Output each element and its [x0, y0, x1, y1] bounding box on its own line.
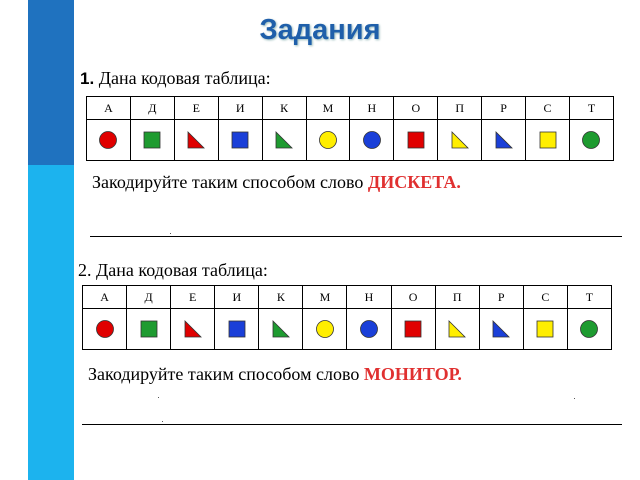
circle-icon: [581, 130, 601, 150]
letter-label: Е: [189, 289, 197, 304]
task1-instruction: [92, 172, 461, 193]
letter-cell: [438, 97, 482, 120]
triangle-icon: [271, 319, 291, 339]
task1-heading-text: Дана кодовая таблица:: [98, 68, 271, 88]
letter-cell: [303, 286, 347, 309]
circle-icon: [315, 319, 335, 339]
letter-label: С: [543, 100, 552, 115]
triangle-icon: [450, 130, 470, 150]
shape-cell: [218, 120, 262, 161]
letter-cell: [87, 97, 131, 120]
dot-mark: [574, 398, 575, 399]
letter-label: Т: [587, 100, 596, 115]
square-icon: [142, 130, 162, 150]
square-icon: [535, 319, 555, 339]
shape-cell: [306, 120, 350, 161]
letter-label: Т: [585, 289, 594, 304]
letter-cell: [350, 97, 394, 120]
letter-label: Д: [144, 289, 153, 304]
letter-cell: [130, 97, 174, 120]
triangle-icon: [274, 130, 294, 150]
task2-heading: 2. Дана кодовая таблица:: [78, 260, 268, 280]
letter-cell: [391, 286, 435, 309]
shape-cell: [526, 120, 570, 161]
shape-cell: [523, 309, 567, 350]
shape-cell: [303, 309, 347, 350]
shape-cell: [350, 120, 394, 161]
shape-cell: [347, 309, 391, 350]
square-icon: [139, 319, 159, 339]
letter-cell: [523, 286, 567, 309]
letter-cell: [262, 97, 306, 120]
square-icon: [230, 130, 250, 150]
task2-answer-line[interactable]: [82, 424, 622, 425]
letter-label: О: [411, 100, 421, 115]
letter-label: Н: [364, 289, 374, 304]
shape-cell: [567, 309, 611, 350]
letter-label: Е: [192, 100, 200, 115]
task1-answer-line[interactable]: [90, 236, 622, 237]
letter-cell: [215, 286, 259, 309]
task2-instruction: [88, 364, 462, 385]
letter-label: М: [319, 289, 331, 304]
task2-instruction-text: Закодируйте таким способом слово: [88, 364, 360, 384]
task1-heading: [80, 68, 271, 89]
letter-cell: [569, 97, 613, 120]
shape-cell: [127, 309, 171, 350]
shape-cell: [174, 120, 218, 161]
dot-mark: [170, 233, 171, 234]
circle-icon: [98, 130, 118, 150]
letter-cell: [479, 286, 523, 309]
letter-cell: [482, 97, 526, 120]
shape-cell: [259, 309, 303, 350]
letter-label: Р: [500, 100, 507, 115]
letter-label: К: [276, 289, 285, 304]
letter-label: И: [232, 289, 242, 304]
shape-cell: [391, 309, 435, 350]
shape-cell: [262, 120, 306, 161]
letter-cell: [435, 286, 479, 309]
code-table-2: [82, 285, 612, 350]
triangle-icon: [491, 319, 511, 339]
letter-label: М: [322, 100, 334, 115]
square-icon: [227, 319, 247, 339]
letter-label: Н: [367, 100, 377, 115]
letters-row: [87, 97, 614, 120]
circle-icon: [359, 319, 379, 339]
letter-cell: [83, 286, 127, 309]
letter-cell: [174, 97, 218, 120]
square-icon: [538, 130, 558, 150]
letter-cell: [171, 286, 215, 309]
shape-cell: [569, 120, 613, 161]
letter-cell: [526, 97, 570, 120]
task1-number: 1.: [80, 69, 95, 88]
letter-label: П: [455, 100, 465, 115]
letter-label: С: [541, 289, 550, 304]
letter-label: К: [280, 100, 289, 115]
circle-icon: [318, 130, 338, 150]
letter-cell: [259, 286, 303, 309]
shapes-row: [87, 120, 614, 161]
letter-cell: [306, 97, 350, 120]
shape-cell: [435, 309, 479, 350]
letter-label: Д: [148, 100, 157, 115]
page-title: Задания: [259, 14, 381, 46]
code-table-1: [86, 96, 614, 161]
dot-mark: [158, 397, 159, 398]
task2-word: МОНИТОР.: [363, 364, 462, 384]
shapes-row: [83, 309, 612, 350]
letter-label: И: [235, 100, 245, 115]
letter-label: А: [104, 100, 113, 115]
shape-cell: [438, 120, 482, 161]
letter-label: А: [100, 289, 109, 304]
square-icon: [403, 319, 423, 339]
shape-cell: [87, 120, 131, 161]
task1-word: ДИСКЕТА.: [367, 172, 461, 192]
shape-cell: [394, 120, 438, 161]
shape-cell: [83, 309, 127, 350]
shape-cell: [482, 120, 526, 161]
letter-cell: [567, 286, 611, 309]
letter-label: Р: [497, 289, 505, 304]
shape-cell: [479, 309, 523, 350]
letter-cell: [394, 97, 438, 120]
circle-icon: [579, 319, 599, 339]
circle-icon: [362, 130, 382, 150]
triangle-icon: [186, 130, 206, 150]
shape-cell: [130, 120, 174, 161]
square-icon: [406, 130, 426, 150]
circle-icon: [95, 319, 115, 339]
letter-cell: [218, 97, 262, 120]
dot-mark: [162, 421, 163, 422]
sidebar-band-light: [28, 165, 74, 480]
letter-label: П: [452, 289, 462, 304]
task1-instruction-text: Закодируйте таким способом слово: [92, 172, 364, 192]
letter-cell: [127, 286, 171, 309]
triangle-icon: [494, 130, 514, 150]
shape-cell: [215, 309, 259, 350]
triangle-icon: [447, 319, 467, 339]
letters-row: [83, 286, 612, 309]
letter-label: О: [408, 289, 418, 304]
letter-cell: [347, 286, 391, 309]
triangle-icon: [183, 319, 203, 339]
shape-cell: [171, 309, 215, 350]
